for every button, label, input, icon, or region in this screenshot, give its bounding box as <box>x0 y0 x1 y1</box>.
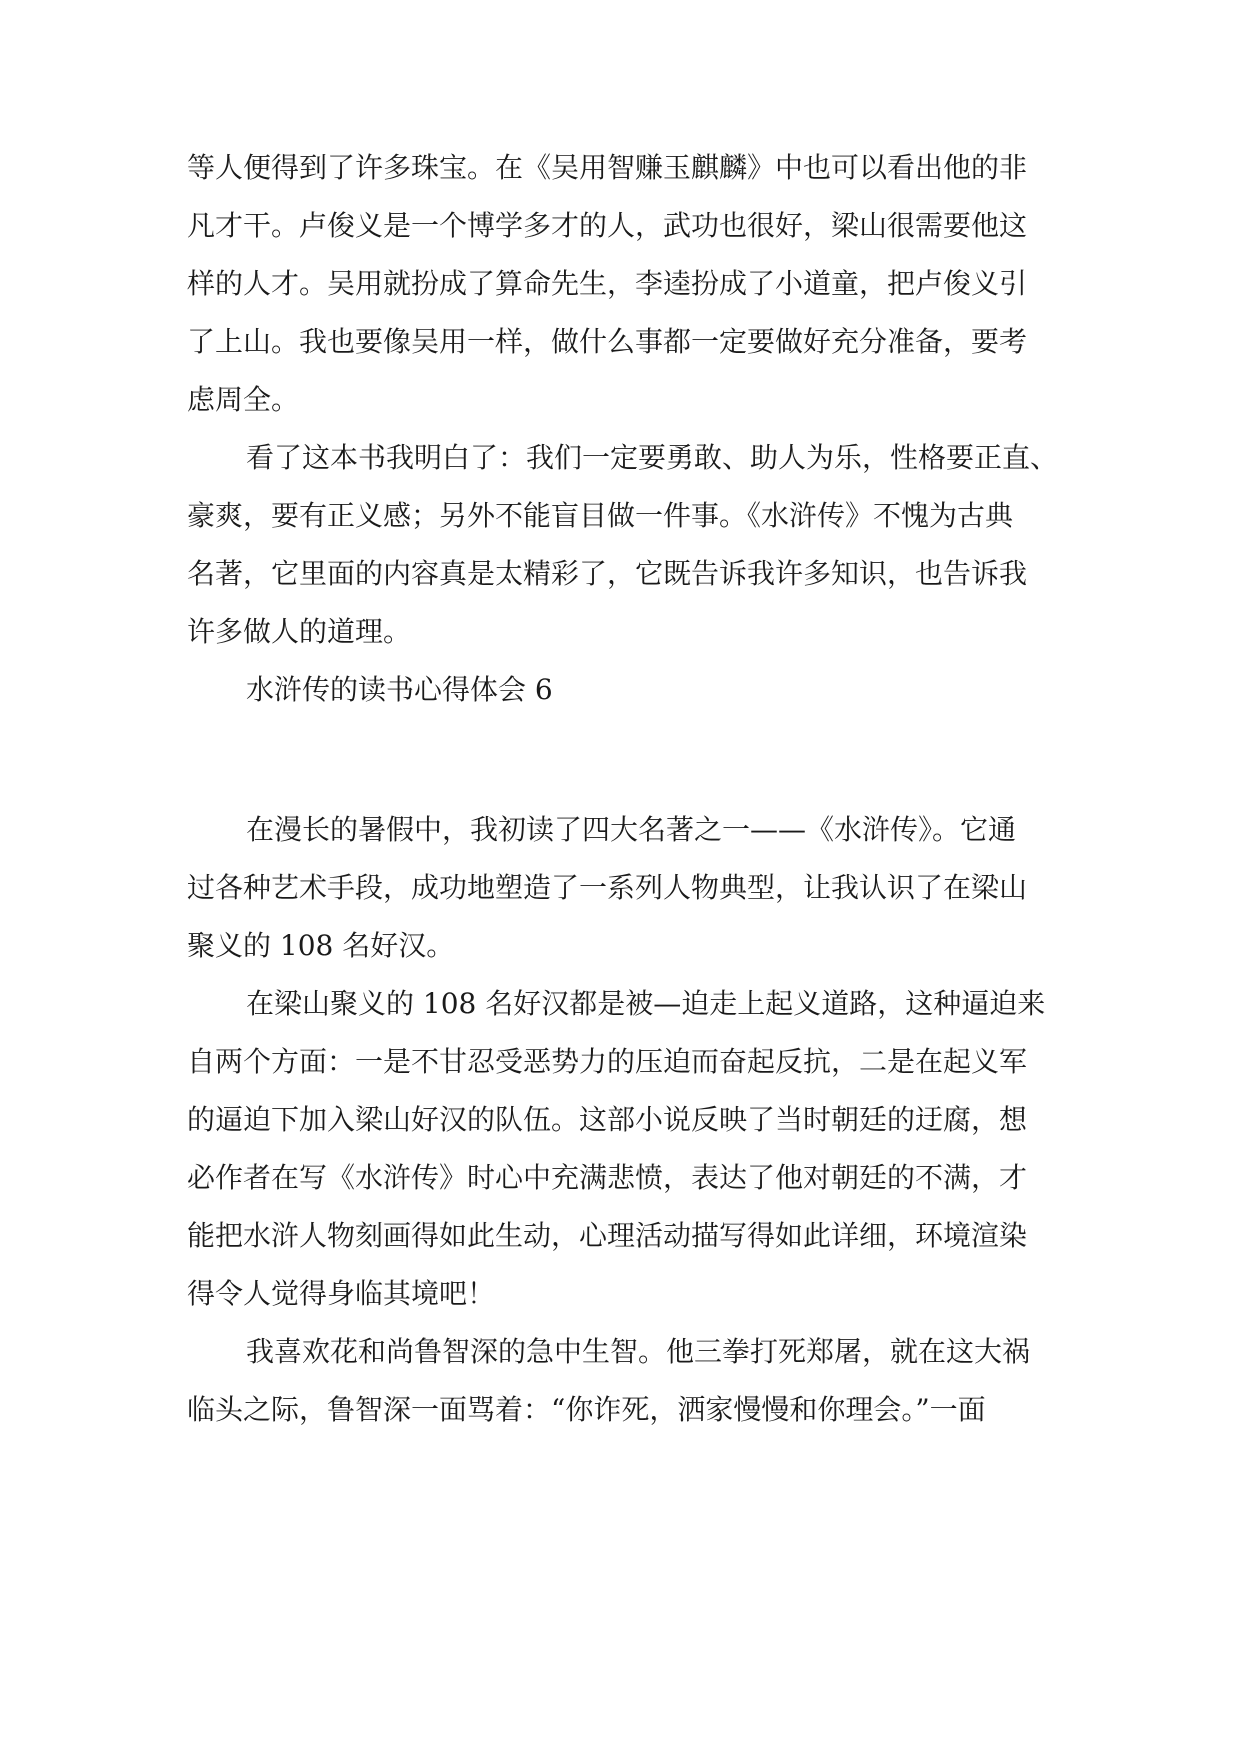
paragraph-1-line-5: 虑周全。 <box>187 383 300 416</box>
paragraph-4-line-2: 自两个方面：一是不甘忍受恶势力的压迫而奋起反抗，二是在起义军 <box>187 1045 1028 1078</box>
section-heading: 水浒传的读书心得体会 6 <box>246 673 553 706</box>
paragraph-2-line-4: 许多做人的道理。 <box>187 615 412 648</box>
paragraph-4-line-5: 能把水浒人物刻画得如此生动，心理活动描写得如此详细，环境渲染 <box>187 1219 1028 1252</box>
paragraph-2-line-3: 名著，它里面的内容真是太精彩了，它既告诉我许多知识，也告诉我 <box>187 557 1028 590</box>
paragraph-4-line-3: 的逼迫下加入梁山好汉的队伍。这部小说反映了当时朝廷的迂腐，想 <box>187 1103 1028 1136</box>
paragraph-2-line-2: 豪爽，要有正义感；另外不能盲目做一件事。《水浒传》不愧为古典 <box>187 499 1014 532</box>
paragraph-1-line-4: 了上山。我也要像吴用一样，做什么事都一定要做好充分准备，要考 <box>187 325 1028 358</box>
paragraph-5-line-2: 临头之际，鲁智深一面骂着：“你诈死，洒家慢慢和你理会。”一面 <box>187 1393 986 1426</box>
paragraph-3-line-3: 聚义的 108 名好汉。 <box>187 929 455 962</box>
paragraph-3-line-2: 过各种艺术手段，成功地塑造了一系列人物典型，让我认识了在梁山 <box>187 871 1028 904</box>
paragraph-4-line-1: 在梁山聚义的 108 名好汉都是被—迫走上起义道路，这种逼迫来 <box>246 987 1046 1020</box>
paragraph-1-line-1: 等人便得到了许多珠宝。在《吴用智赚玉麒麟》中也可以看出他的非 <box>187 151 1028 184</box>
paragraph-3-line-1: 在漫长的暑假中，我初读了四大名著之一——《水浒传》。它通 <box>246 813 1017 846</box>
paragraph-5-line-1: 我喜欢花和尚鲁智深的急中生智。他三拳打死郑屠，就在这大祸 <box>246 1335 1031 1368</box>
paragraph-4-line-4: 必作者在写《水浒传》时心中充满悲愤，表达了他对朝廷的不满，才 <box>187 1161 1028 1194</box>
paragraph-2-line-1: 看了这本书我明白了：我们一定要勇敢、助人为乐，性格要正直、 <box>246 441 1059 474</box>
paragraph-1-line-3: 样的人才。吴用就扮成了算命先生，李逵扮成了小道童，把卢俊义引 <box>187 267 1028 300</box>
paragraph-4-line-6: 得令人觉得身临其境吧！ <box>187 1277 496 1310</box>
paragraph-1-line-2: 凡才干。卢俊义是一个博学多才的人，武功也很好，梁山很需要他这 <box>187 209 1028 242</box>
